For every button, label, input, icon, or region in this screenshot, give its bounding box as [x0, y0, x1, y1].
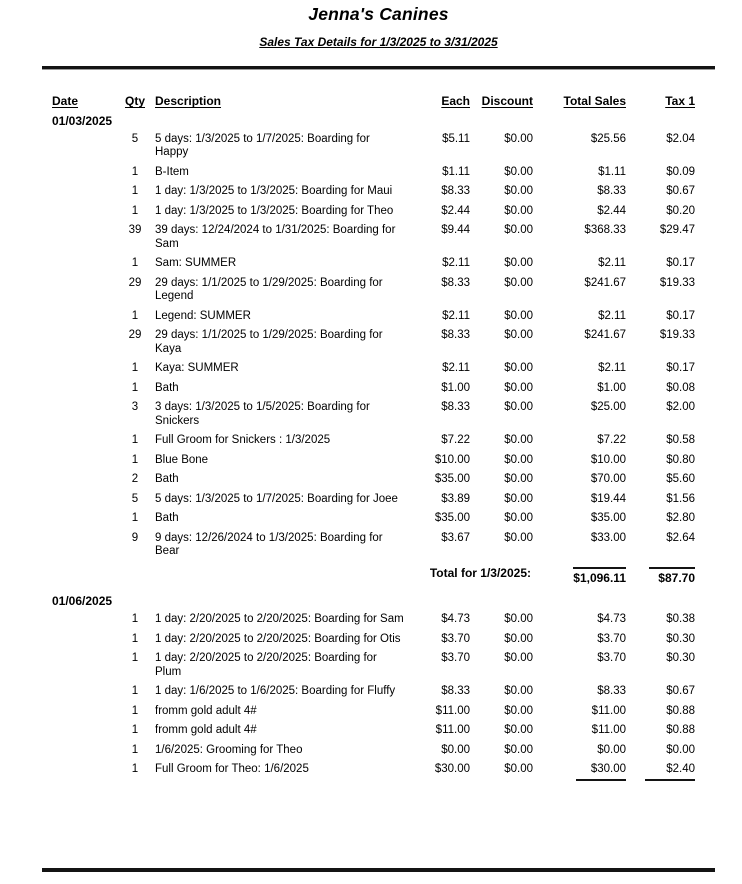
report-title: Jenna's Canines	[308, 4, 449, 24]
tax-cell: $29.47	[659, 224, 695, 236]
tax-cell: $19.33	[659, 276, 695, 289]
table-row	[52, 182, 715, 202]
each-cell: $7.22	[441, 434, 470, 446]
description-cell: 39 days: 12/24/2024 to 1/31/2025: Boarding for Sam	[155, 224, 396, 250]
description-cell: 5 days: 1/3/2025 to 1/7/2025: Boarding for Happy	[155, 132, 370, 158]
sales-tax-table	[42, 95, 715, 784]
description-cell: B-Item	[155, 165, 189, 178]
table-row	[52, 130, 715, 163]
total-sales-cell: $2.11	[598, 309, 626, 322]
qty-cell: 2	[131, 473, 139, 485]
qty-cell: 29	[128, 329, 142, 341]
qty-cell: 5	[131, 132, 139, 145]
description-cell: 3 days: 1/3/2025 to 1/5/2025: Boarding for Snickers	[155, 401, 370, 427]
description-cell: Bath	[155, 473, 179, 485]
each-cell: $5.11	[442, 132, 470, 145]
discount-cell: $0.00	[504, 652, 533, 664]
total-sales-cell: $368.33	[584, 224, 626, 236]
description-cell: fromm gold adult 4#	[155, 704, 257, 717]
table-row	[52, 470, 715, 490]
total-sales-cell: $11.00	[591, 724, 626, 736]
each-cell: $3.67	[441, 531, 470, 544]
qty-cell: 1	[131, 257, 139, 269]
table-row	[52, 649, 715, 682]
group-total-sales-value: $1,096.11	[573, 567, 626, 586]
tax-cell: $0.30	[666, 652, 695, 664]
tax-cell: $0.20	[666, 204, 695, 217]
column-header-description: Description	[155, 94, 222, 108]
each-cell: $10.00	[434, 453, 470, 466]
group-total-tax-cell	[626, 567, 695, 586]
tax-cell: $2.40	[626, 763, 695, 781]
description-cell: 9 days: 12/26/2024 to 1/3/2025: Boarding for Bear	[155, 531, 383, 557]
each-cell: $1.11	[442, 165, 470, 178]
total-sales-cell: $7.22	[597, 434, 626, 446]
each-cell: $3.89	[441, 492, 470, 505]
each-cell: $35.00	[434, 512, 470, 524]
each-cell: $8.33	[441, 329, 470, 341]
description-cell: Bath	[155, 512, 179, 524]
table-header-row	[52, 95, 715, 109]
description-cell: Blue Bone	[155, 453, 209, 466]
description-cell: 1 day: 2/20/2025 to 2/20/2025: Boarding for Plum	[155, 652, 377, 678]
tax-cell: $0.58	[666, 434, 695, 446]
tax-cell: $0.17	[666, 362, 695, 374]
description-cell: Legend: SUMMER	[155, 309, 251, 322]
qty-cell: 1	[131, 763, 139, 775]
discount-cell: $0.00	[504, 204, 533, 217]
discount-cell: $0.00	[504, 613, 533, 625]
tax-cell: $1.56	[666, 492, 695, 505]
total-sales-cell: $8.33	[597, 185, 626, 197]
group-total-label: Total for 1/3/2025:	[429, 565, 531, 580]
table-row	[52, 221, 715, 254]
total-sales-cell: $3.70	[597, 632, 626, 645]
table-body	[52, 109, 715, 784]
qty-cell: 1	[131, 632, 139, 645]
total-sales-cell: $2.44	[597, 204, 626, 217]
group-total-tax-value: $87.70	[649, 567, 695, 586]
tax-cell: $0.67	[666, 185, 695, 197]
each-cell: $1.00	[441, 381, 470, 394]
discount-cell: $0.00	[504, 492, 533, 505]
qty-cell: 1	[131, 204, 139, 217]
table-row	[52, 509, 715, 529]
each-cell: $8.33	[441, 276, 470, 289]
discount-cell: $0.00	[504, 473, 533, 485]
tax-cell: $2.80	[666, 512, 695, 524]
table-row	[52, 702, 715, 722]
discount-cell: $0.00	[504, 381, 533, 394]
qty-cell: 1	[131, 381, 139, 394]
column-header-each: Each	[441, 94, 470, 108]
description-cell: 1/6/2025: Grooming for Theo	[155, 743, 303, 756]
table-row	[52, 630, 715, 650]
qty-cell: 1	[131, 185, 139, 197]
group-total-row	[52, 562, 715, 590]
description-cell: Full Groom for Snickers : 1/3/2025	[155, 434, 331, 446]
discount-cell: $0.00	[504, 512, 533, 524]
footer-rule	[42, 868, 715, 872]
table-row	[52, 202, 715, 222]
discount-cell: $0.00	[504, 632, 533, 645]
tax-cell: $0.08	[666, 381, 695, 394]
qty-cell: 39	[128, 224, 142, 236]
table-row	[52, 490, 715, 510]
table-row	[52, 760, 715, 784]
column-header-discount: Discount	[481, 94, 533, 108]
total-sales-cell: $10.00	[590, 453, 626, 466]
tax-cell: $2.00	[666, 401, 695, 413]
total-sales-cell: $19.44	[590, 492, 626, 505]
qty-cell: 1	[131, 362, 139, 374]
qty-cell: 29	[128, 276, 142, 289]
discount-cell: $0.00	[504, 309, 533, 322]
group-total-sales-cell	[533, 567, 626, 586]
column-header-qty: Qty	[124, 94, 145, 108]
qty-cell: 3	[131, 401, 139, 413]
table-row	[52, 451, 715, 471]
each-cell: $11.00	[435, 724, 470, 736]
qty-cell: 5	[131, 492, 139, 505]
date-group	[52, 109, 715, 590]
tax-cell: $0.17	[666, 257, 695, 269]
each-cell: $8.33	[441, 401, 470, 413]
description-cell: 1 day: 1/6/2025 to 1/6/2025: Boarding for Fluffy	[155, 685, 396, 697]
description-cell: 1 day: 2/20/2025 to 2/20/2025: Boarding for Otis	[155, 632, 401, 645]
each-cell: $2.44	[441, 204, 470, 217]
report-subtitle: Sales Tax Details for 1/3/2025 to 3/31/2025	[259, 35, 498, 49]
table-row	[52, 431, 715, 451]
qty-cell: 1	[131, 613, 139, 625]
table-row	[52, 326, 715, 359]
discount-cell: $0.00	[504, 185, 533, 197]
discount-cell: $0.00	[504, 685, 533, 697]
tax-cell: $19.33	[659, 329, 695, 341]
discount-cell: $0.00	[504, 724, 533, 736]
table-row	[52, 682, 715, 702]
total-sales-cell: $241.67	[584, 329, 626, 341]
qty-cell: 1	[131, 743, 139, 756]
qty-cell: 9	[131, 531, 139, 544]
date-group	[52, 589, 715, 784]
tax-cell: $0.38	[666, 613, 695, 625]
header-rule	[42, 66, 715, 70]
total-sales-cell: $70.00	[590, 473, 626, 485]
discount-cell: $0.00	[504, 329, 533, 341]
description-cell: Bath	[155, 381, 179, 394]
qty-cell: 1	[131, 685, 139, 697]
tax-cell: $0.00	[666, 743, 695, 756]
qty-cell: 1	[131, 512, 139, 524]
column-header-date: Date	[52, 94, 79, 108]
description-cell: fromm gold adult 4#	[155, 724, 257, 736]
table-row	[52, 529, 715, 562]
qty-cell: 1	[131, 652, 139, 664]
discount-cell: $0.00	[504, 362, 533, 374]
discount-cell: $0.00	[504, 257, 533, 269]
tax-cell: $0.80	[666, 453, 695, 466]
total-sales-cell: $2.11	[598, 257, 626, 269]
total-sales-cell: $25.00	[590, 401, 626, 413]
each-cell: $9.44	[441, 224, 470, 236]
total-sales-cell: $25.56	[590, 132, 626, 145]
discount-cell: $0.00	[504, 531, 533, 544]
each-cell: $30.00	[434, 763, 470, 775]
discount-cell: $0.00	[504, 453, 533, 466]
qty-cell: 1	[131, 309, 139, 322]
tax-cell: $0.88	[666, 704, 695, 717]
discount-cell: $0.00	[504, 401, 533, 413]
total-sales-cell: $1.11	[598, 165, 626, 178]
description-cell: 5 days: 1/3/2025 to 1/7/2025: Boarding for Joee	[155, 492, 398, 505]
column-header-total-sales: Total Sales	[563, 94, 626, 108]
table-row	[52, 307, 715, 327]
total-sales-cell: $241.67	[584, 276, 626, 289]
description-cell: 29 days: 1/1/2025 to 1/29/2025: Boarding for Legend	[155, 276, 383, 302]
discount-cell: $0.00	[504, 276, 533, 289]
tax-cell: $0.17	[666, 309, 695, 322]
qty-cell: 1	[131, 165, 139, 178]
description-cell: 1 day: 2/20/2025 to 2/20/2025: Boarding for Sam	[155, 613, 404, 625]
tax-cell: $0.09	[666, 165, 695, 178]
qty-cell: 1	[131, 453, 139, 466]
total-sales-cell: $1.00	[597, 381, 626, 394]
table-row	[52, 163, 715, 183]
total-sales-cell: $2.11	[598, 362, 626, 374]
description-cell: 1 day: 1/3/2025 to 1/3/2025: Boarding for Theo	[155, 204, 394, 217]
tax-cell: $2.04	[666, 132, 695, 145]
total-sales-cell: $3.70	[597, 652, 626, 664]
discount-cell: $0.00	[504, 763, 533, 775]
total-sales-cell: $8.33	[597, 685, 626, 697]
tax-cell: $0.67	[666, 685, 695, 697]
total-sales-cell: $35.00	[590, 512, 626, 524]
discount-cell: $0.00	[504, 165, 533, 178]
each-cell: $2.11	[442, 257, 470, 269]
each-cell: $2.11	[442, 309, 470, 322]
table-row	[52, 274, 715, 307]
each-cell: $8.33	[441, 685, 470, 697]
description-cell: 29 days: 1/1/2025 to 1/29/2025: Boarding for Kaya	[155, 329, 383, 355]
table-row	[52, 398, 715, 431]
description-cell: Sam: SUMMER	[155, 257, 237, 269]
total-sales-cell: $4.73	[597, 613, 626, 625]
tax-cell: $0.30	[666, 632, 695, 645]
each-cell: $11.00	[435, 704, 470, 717]
description-cell: 1 day: 1/3/2025 to 1/3/2025: Boarding for Maui	[155, 185, 393, 197]
table-row	[52, 254, 715, 274]
total-sales-cell: $30.00	[533, 763, 626, 781]
discount-cell: $0.00	[504, 224, 533, 236]
discount-cell: $0.00	[504, 132, 533, 145]
each-cell: $3.70	[441, 652, 470, 664]
qty-cell: 1	[131, 434, 139, 446]
discount-cell: $0.00	[504, 434, 533, 446]
description-cell: Full Groom for Theo: 1/6/2025	[155, 763, 309, 775]
each-cell: $3.70	[441, 632, 470, 645]
table-row	[52, 741, 715, 761]
description-cell: Kaya: SUMMER	[155, 362, 239, 374]
discount-cell: $0.00	[504, 743, 533, 756]
table-row	[52, 359, 715, 379]
each-cell: $4.73	[441, 613, 470, 625]
qty-cell: 1	[131, 724, 139, 736]
each-cell: $2.11	[442, 362, 470, 374]
discount-cell: $0.00	[504, 704, 533, 717]
table-row	[52, 379, 715, 399]
qty-cell: 1	[131, 704, 139, 717]
tax-cell: $0.88	[666, 724, 695, 736]
column-header-tax1: Tax 1	[665, 94, 695, 108]
each-cell: $35.00	[434, 473, 470, 485]
total-sales-cell: $11.00	[591, 704, 626, 717]
each-cell: $0.00	[441, 743, 470, 756]
table-row	[52, 721, 715, 741]
tax-cell: $5.60	[666, 473, 695, 485]
tax-cell: $2.64	[666, 531, 695, 544]
total-sales-cell: $33.00	[590, 531, 626, 544]
total-sales-cell: $0.00	[597, 743, 626, 756]
group-date: 01/03/2025	[52, 113, 113, 128]
table-row	[52, 610, 715, 630]
each-cell: $8.33	[441, 185, 470, 197]
group-date: 01/06/2025	[52, 594, 113, 608]
